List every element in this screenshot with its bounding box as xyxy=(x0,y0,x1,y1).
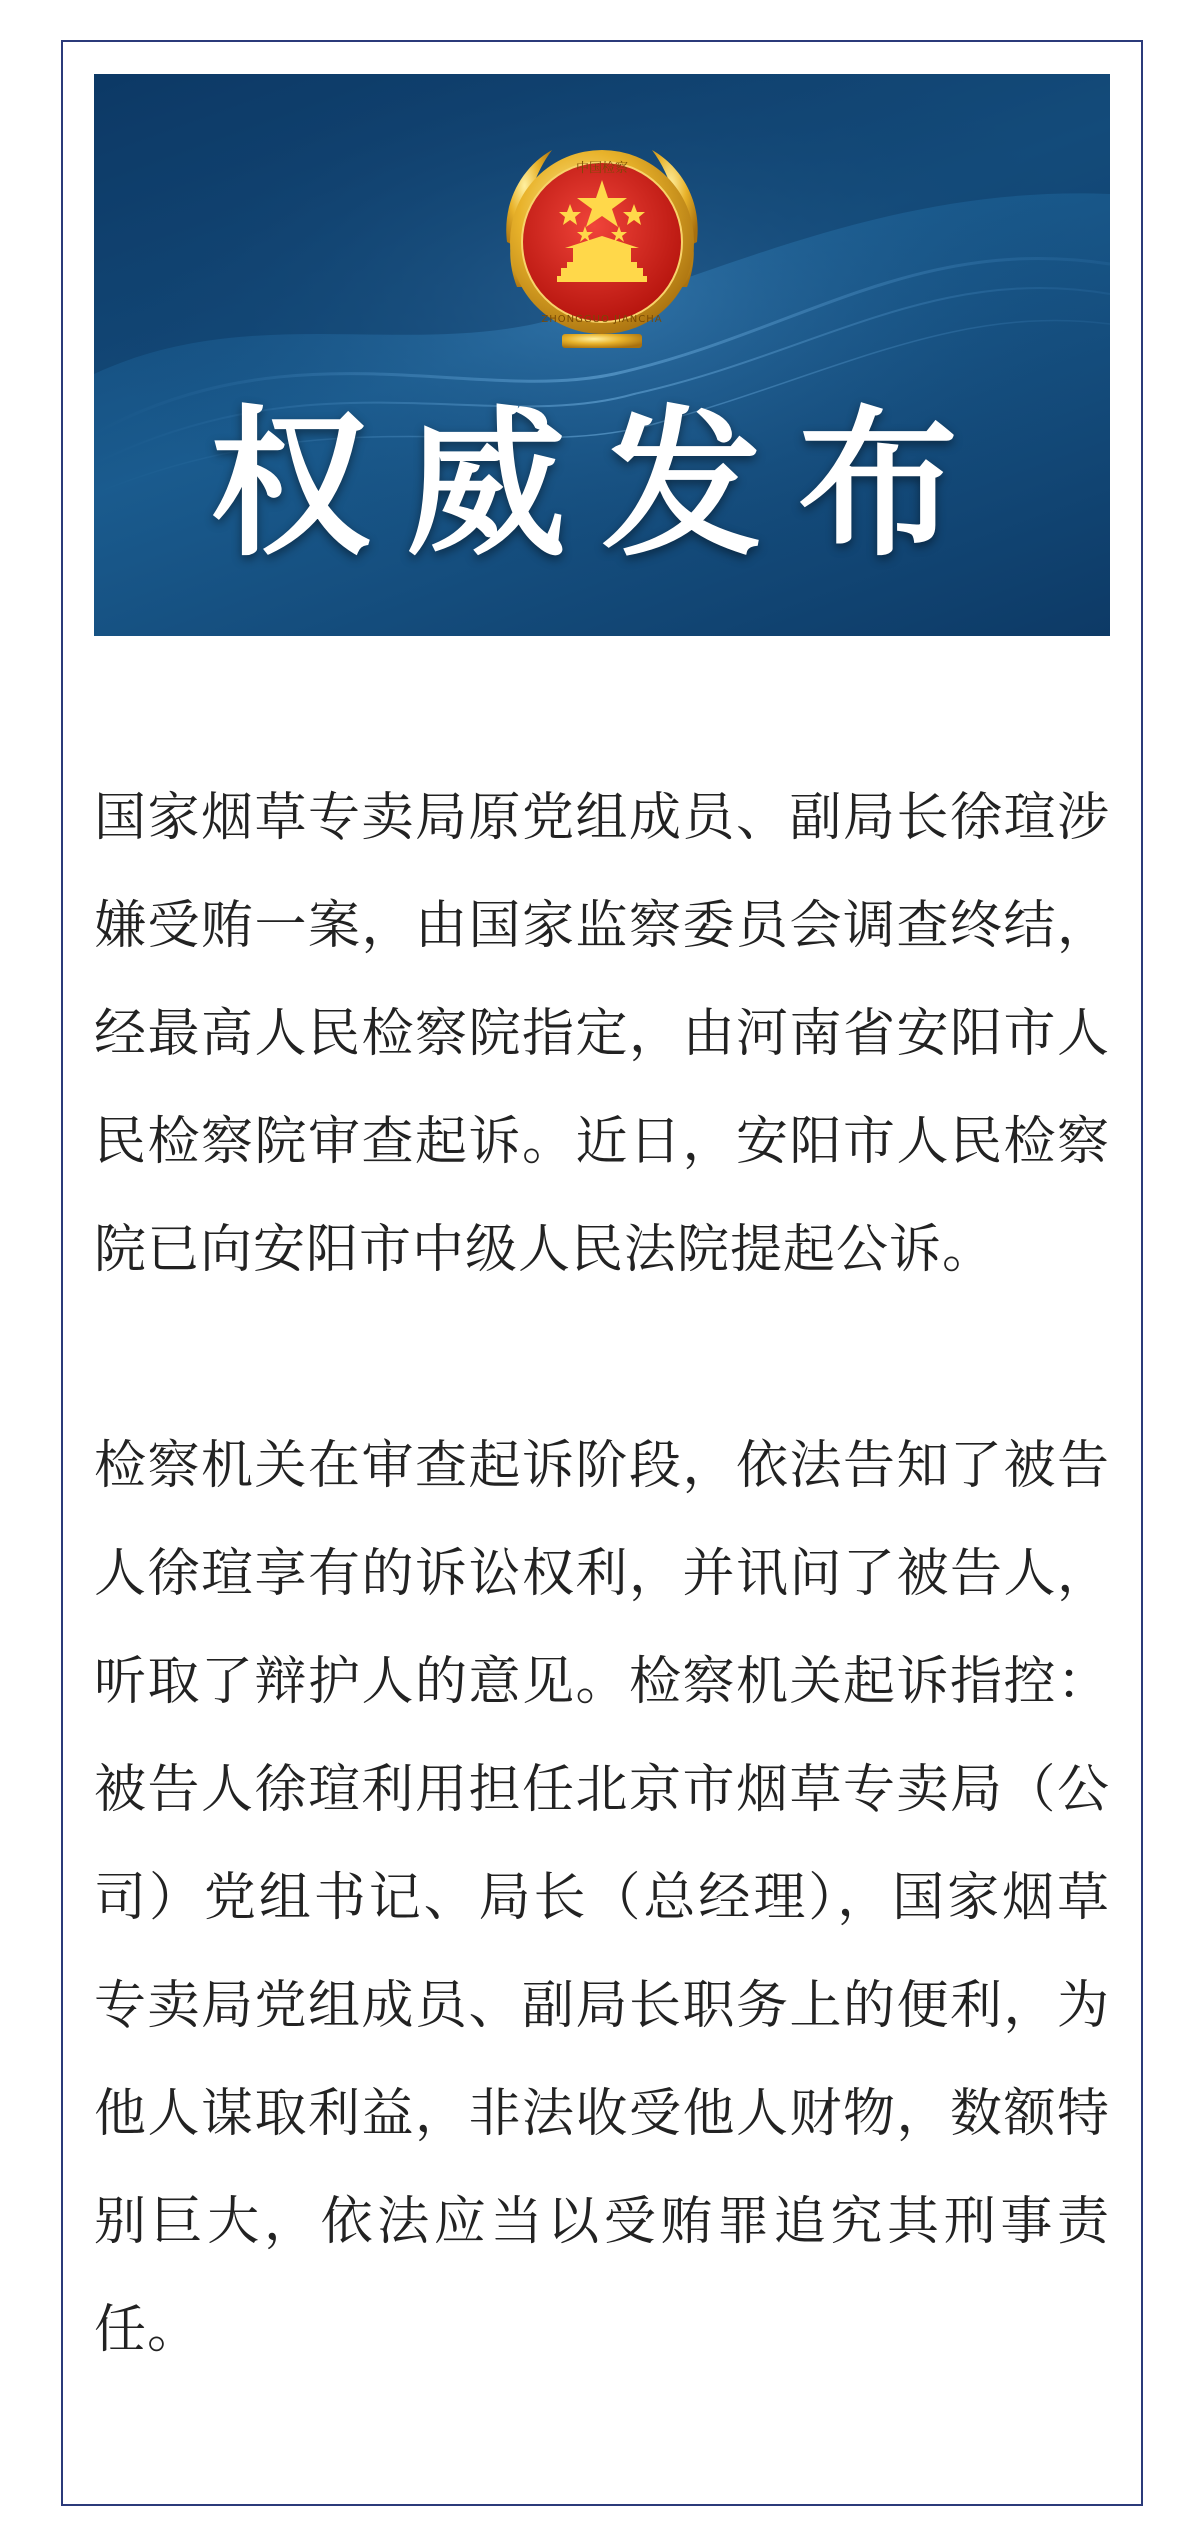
emblem-bottom-text: ZHONGGUO JIANCHA xyxy=(541,314,663,325)
article-paragraph-1: 国家烟草专卖局原党组成员、副局长徐瑄涉嫌受贿一案，由国家监察委员会调查终结，经最高人民检察院指定，由河南省安阳市人民检察院审查起诉。近日，安阳市人民检察院已向安阳市中级人民法院提起公诉。 xyxy=(94,788,1110,1280)
emblem-top-text: 中国检察 xyxy=(575,161,629,176)
banner-title: 权威发布 xyxy=(209,390,994,578)
article-body xyxy=(94,764,1110,2384)
procuratorate-emblem-icon xyxy=(477,122,727,372)
authoritative-release-banner xyxy=(94,74,1110,636)
article-frame xyxy=(61,40,1143,2506)
article-paragraph-2: 检察机关在审查起诉阶段，依法告知了被告人徐瑄享有的诉讼权利，并讯问了被告人，听取了辩护人的意见。检察机关起诉指控：被告人徐瑄利用担任北京市烟草专卖局（公司）党组书记、局长（总经理），国家烟草专卖局党组成员、副局长职务上的便利，为他人谋取利益，非法收受他人财物，数额特别巨大，依法应当以受贿罪追究其刑事责任。 xyxy=(94,1436,1110,2360)
